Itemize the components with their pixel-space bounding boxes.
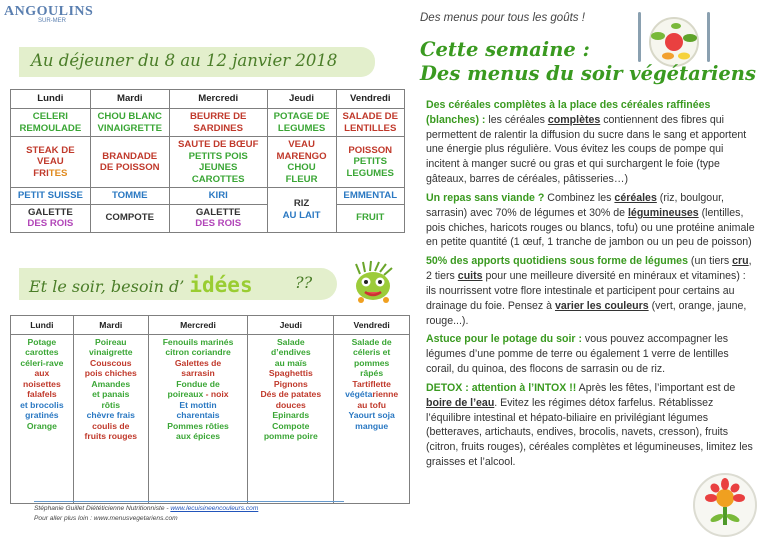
lunch-cell [11,204,91,232]
paragraph-text: Combinez les [544,191,615,204]
cell-line: RIZ [293,198,310,210]
cell-line: CHOU [287,162,316,173]
lunch-header-vendredi: Vendredi [336,90,405,109]
lunch-row-starter [11,109,405,137]
cell-line: PETITS POIS [188,150,248,162]
dinner-table [10,315,410,504]
dinner-banner-prefix: Et le soir, besoin d’ [29,277,185,296]
cell-line: falafels [27,389,57,400]
paragraph-heading: DETOX : attention à l’INTOX !! [426,381,577,394]
cell-line: Galettes de [174,357,222,368]
paragraph-heading: 50% des apports quotidiens sous forme de légumes [426,255,688,268]
paragraph-heading: Astuce pour le potage du soir : [426,333,582,346]
cell-line: Dés de patates [260,389,322,400]
lunch-cell [336,137,405,188]
dinner-cell-jeudi [248,335,334,504]
dinner-cell-mardi [73,335,148,504]
cell-line: LEGUMES [277,122,326,134]
lunch-table [10,89,405,233]
lunch-cell [169,137,267,188]
dinner-banner [19,268,337,300]
cell-line: Fenouils marinés [162,337,234,347]
dinner-header-mercredi: Mercredi [148,316,248,335]
dinner-cell-vendredi [334,335,410,504]
paragraph-vegetables [426,254,758,328]
cell-line: REMOULADE [19,122,82,134]
logo-sub: SUR-MER [38,18,66,24]
cell-line: pomme poire [263,431,318,442]
lunch-cell: COMPOTE [90,204,169,232]
cell-line: CHOU BLANC [97,111,162,122]
cell-line: SALADE DE [342,111,398,122]
tagline: Des menus pour tous les goûts ! [420,12,585,24]
cell-line: douces [275,399,306,410]
dinner-header-vendredi: Vendredi [334,316,410,335]
cell-line: TES [48,167,68,179]
paragraph-text: . Evitez les régimes détox farfelus. Rétablissez l’équilibre intestinal et hépato-biliaire en privilégiant légumes (betteraves, artichauts, endives, brocolis, navets, cresson), fruits (citron, fruits rouges), céréales complètes et légumineuses, limitez les graisses et l’alcool. [426,396,753,469]
dinner-header-mardi: Mardi [73,316,148,335]
dinner-banner-text [29,273,253,297]
lunch-row-main [11,137,405,188]
paragraph-soup-tip [426,332,758,376]
cell-line: et panais [92,389,130,400]
paragraph-underline: complètes [547,113,601,126]
headline-line-1: Cette semaine : [420,38,590,61]
dinner-cell-mercredi [148,335,248,504]
lunch-cell: PETIT SUISSE [11,188,91,205]
paragraph-text: pour une meilleure diversité en minéraux et vitamines) : ils nourrissent votre flore intestinale et participent pour certains au drainage du foie. Pensez à [426,270,746,312]
cell-line: VINAIGRETTE [97,122,162,134]
paragraph-text: (vert, orange, jaune, rouge...). [426,299,747,327]
cell-line: coulis de [92,420,130,431]
cell-line: CELERI [32,111,68,122]
veggie-monster-icon [350,260,396,306]
cell-line: BRANDADE [102,150,158,162]
lunch-cell [90,109,169,137]
cell-line: Compote [272,420,310,431]
cell-line: chèvre frais [86,410,135,421]
cell-line: Spaghettis [268,368,313,379]
dinner-header-row [11,316,410,335]
dinner-banner-suffix: ?? [295,273,313,292]
cell-line: aux [34,368,50,379]
lunch-cell [90,137,169,188]
cell-line: AU LAIT [282,209,321,221]
dinner-banner-word: idées [189,273,253,297]
lunch-header-mardi: Mardi [90,90,169,109]
cell-line: Epinards [272,410,310,421]
footer-author-line [34,504,344,514]
cell-line: POISSON [348,144,393,156]
cell-line: au maïs [274,357,307,368]
cell-line: végéta [345,389,373,400]
paragraph-text: (un tiers [687,255,733,268]
cell-line: Pignons [273,378,308,389]
cell-line: Salade de [351,337,392,347]
cell-line: poireaux [167,389,204,400]
paragraph-text: vous pouvez accompagner les légumes d’une pomme de terre ou également 1 verre de lentilles corail, du quinoa, des flocons de sarrasin ou de riz. [426,333,729,376]
headline-line-2: Des menus du soir végétariens [420,61,756,85]
cell-line: aux épices [176,431,220,442]
lunch-cell: KIRI [169,188,267,205]
cell-line: carottes [25,347,59,358]
lunch-cell [11,109,91,137]
cell-line: Tartiflette [352,378,391,389]
paragraph-detox [426,381,758,470]
footer-author: Stéphanie Guillet Diététicienne Nutritionniste - [34,505,171,512]
lunch-cell [169,109,267,137]
cell-line: DE POISSON [99,162,160,173]
lunch-cell [169,204,267,232]
lunch-header-jeudi: Jeudi [267,90,336,109]
cell-line: gratinés [25,410,59,421]
paragraph-underline: varier les couleurs [554,299,649,312]
dinner-cell-lundi [11,335,74,504]
lunch-cell [267,188,336,233]
paragraph-text: (lentilles, pois chiches, haricots rouges ou blancs, tofu) ou une protéine animale en petite quantité (1 œuf, 1 tranche de jambon ou un peu de poisson) [426,206,755,249]
paragraph-underline: cru [732,255,749,268]
cell-line: fruits rouges [84,431,138,442]
cell-line: Couscous [89,357,132,368]
cell-line: et brocolis [20,399,64,410]
cell-line: pommes [353,357,390,368]
cell-line: MARENGO [276,150,327,162]
cell-line: Et mottin [179,399,217,410]
paragraph-underline: boire de l’eau [426,396,495,409]
footer-more: Pour aller plus loin : www.menusvegetariens.com [34,515,178,523]
lunch-title-banner [19,47,375,77]
cell-line: BEURRE DE [189,111,247,122]
footer-author-link[interactable]: www.lecuisineencouleurs.com [170,505,259,512]
cell-line: rôtis [101,399,121,410]
paragraph-no-meat [426,191,758,250]
cell-line: LENTILLES [344,122,397,134]
paragraph-text: (riz, boulgour, sarrasin) avec 70% de légumes et 30% de [426,191,724,219]
lunch-header-row [11,90,405,109]
cell-line: FLEUR [285,173,318,185]
cell-line: Poireau [95,337,127,347]
paragraph-text: les céréales [485,113,548,126]
cell-line: d’endives [270,347,311,358]
lunch-header-lundi: Lundi [11,90,91,109]
lunch-cell [267,137,336,188]
cell-line: CAROTTES [191,173,245,185]
cell-line: VEAU [37,156,64,168]
logo-name: ANGOULINS [4,4,94,19]
paragraph-heading: Des céréales complètes à la place des céréales raffinées (blanches) : [426,99,711,126]
dinner-row [11,335,410,504]
headline [420,38,756,86]
dinner-header-lundi: Lundi [11,316,74,335]
cell-line: citron coriandre [165,347,231,358]
cell-line: sarrasin [181,368,215,379]
cell-line: au tofu [357,399,386,410]
paragraph-underline: cuits [457,270,483,283]
paragraph-underline: légumineuses [627,206,699,219]
cell-line: GALETTE [27,206,73,218]
cell-line: Pommes rôties [167,420,229,431]
lunch-title: Au déjeuner du 8 au 12 janvier 2018 [31,51,338,70]
lunch-cell [336,109,405,137]
cell-line: DES ROIS [27,218,74,229]
lunch-cell: FRUIT [336,204,405,232]
cell-line: rienne [372,389,399,400]
cell-line: DES ROIS [195,218,242,229]
cell-line: - noix [205,389,229,400]
footer [34,501,344,524]
paragraph-underline: céréales [614,191,657,204]
paragraph-cereals [426,98,758,187]
logo [4,4,104,40]
cell-line: POTAGE DE [273,111,330,122]
advice-column [426,98,758,474]
cell-line: VEAU [288,139,315,150]
cell-line: Amandes [91,378,131,389]
paragraph-heading: Un repas sans viande ? [426,191,545,204]
cell-line: SAUTE DE BŒUF [177,139,259,150]
cell-line: pois chiches [84,368,137,379]
cell-line: Salade [276,337,305,347]
cell-line: Yaourt soja [348,410,395,421]
cell-line: Fondue de [176,378,220,389]
cell-line: FRI [33,167,49,179]
paragraph-text: Après les fêtes, l’important est de [576,381,736,394]
dinner-header-jeudi: Jeudi [248,316,334,335]
cell-line: râpés [360,368,384,379]
lunch-row-dairy [11,188,405,205]
lunch-cell [267,109,336,137]
cell-line: noisettes [23,378,61,389]
lunch-header-mercredi: Mercredi [169,90,267,109]
cell-line: vinaigrette [89,347,133,358]
cell-line: STEAK DE [26,144,75,156]
cell-line: PETITS [353,156,388,168]
cell-line: SARDINES [193,122,243,134]
cell-line: Orange [26,420,57,431]
paragraph-text: contiennent des fibres qui permettent de ralentir la diffusion du sucre dans le sang et apportent une énergie plus régulière. Vous évitez les coups de pompe qui incitent à manger sucré ou gras et qui surchargent le foie (type gâteaux, barres de céréales, pâtisseries…) [426,113,747,186]
cell-line: céleris et [353,347,391,358]
cell-line: Potage [27,337,57,347]
lunch-row-dessert [11,204,405,232]
paragraph-text: , 2 tiers [426,255,752,283]
lunch-cell [11,137,91,188]
cell-line: JEUNES [199,162,238,173]
cell-line: céleri-rave [20,357,64,368]
lunch-cell: EMMENTAL [336,188,405,205]
cell-line: GALETTE [195,206,241,218]
cell-line: mangue [355,420,389,431]
veggie-plate-icon [690,468,760,538]
lunch-cell: TOMME [90,188,169,205]
cell-line: charentais [176,410,220,421]
cell-line: LEGUMES [346,167,394,179]
